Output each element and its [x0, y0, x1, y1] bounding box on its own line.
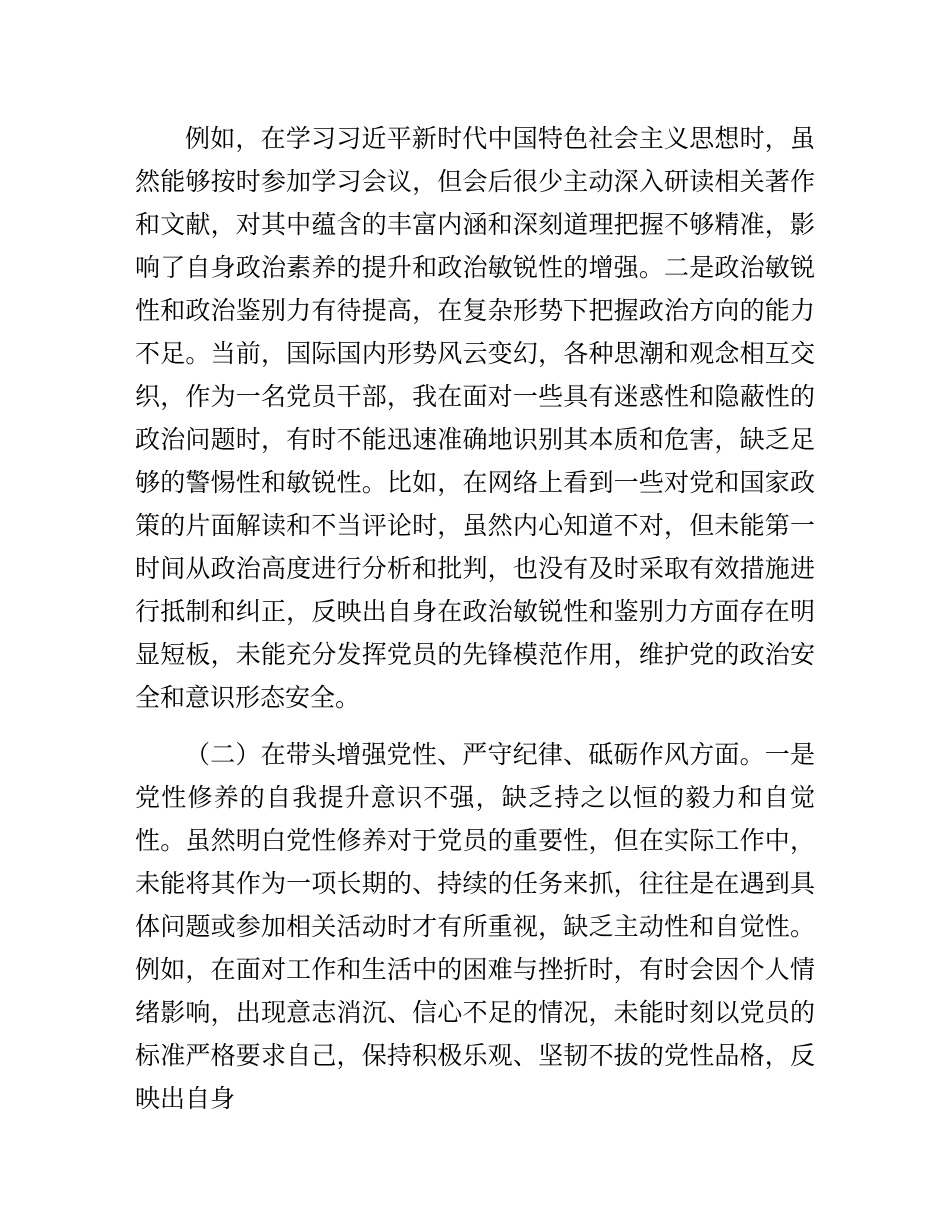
body-paragraph-2: （二）在带头增强党性、严守纪律、砥砺作风方面。一是党性修养的自我提升意识不强，缺乏持之以恒的毅力和自觉性。虽然明白党性修养对于党员的重要性，但在实际工作中，未能将其作为一项长期的、持续的任务来抓，往往是在遇到具体问题或参加相关活动时才有所重视，缺乏主动性和自觉性。例如，在面对工作和生活中的困难与挫折时，有时会因个人情绪影响，出现意志消沉、信心不足的情况，未能时刻以党员的标准严格要求自己，保持积极乐观、坚韧不拔的党性品格，反映出自身 [135, 741, 815, 1113]
body-paragraph-1: 例如，在学习习近平新时代中国特色社会主义思想时，虽然能够按时参加学习会议，但会后很少主动深入研读相关著作和文献，对其中蕴含的丰富内涵和深刻道理把握不够精准，影响了自身政治素养的提升和政治敏锐性的增强。二是政治敏锐性和政治鉴别力有待提高，在复杂形势下把握政治方向的能力不足。当前，国际国内形势风云变幻，各种思潮和观念相互交织，作为一名党员干部，我在面对一些具有迷惑性和隐蔽性的政治问题时，有时不能迅速准确地识别其本质和危害，缺乏足够的警惕性和敏锐性。比如，在网络上看到一些对党和国家政策的片面解读和不当评论时，虽然内心知道不对，但未能第一时间从政治高度进行分析和批判，也没有及时采取有效措施进行抵制和纠正，反映出自身在政治敏锐性和鉴别力方面存在明显短板，未能充分发挥党员的先锋模范作用，维护党的政治安全和意识形态安全。 [135, 125, 815, 712]
